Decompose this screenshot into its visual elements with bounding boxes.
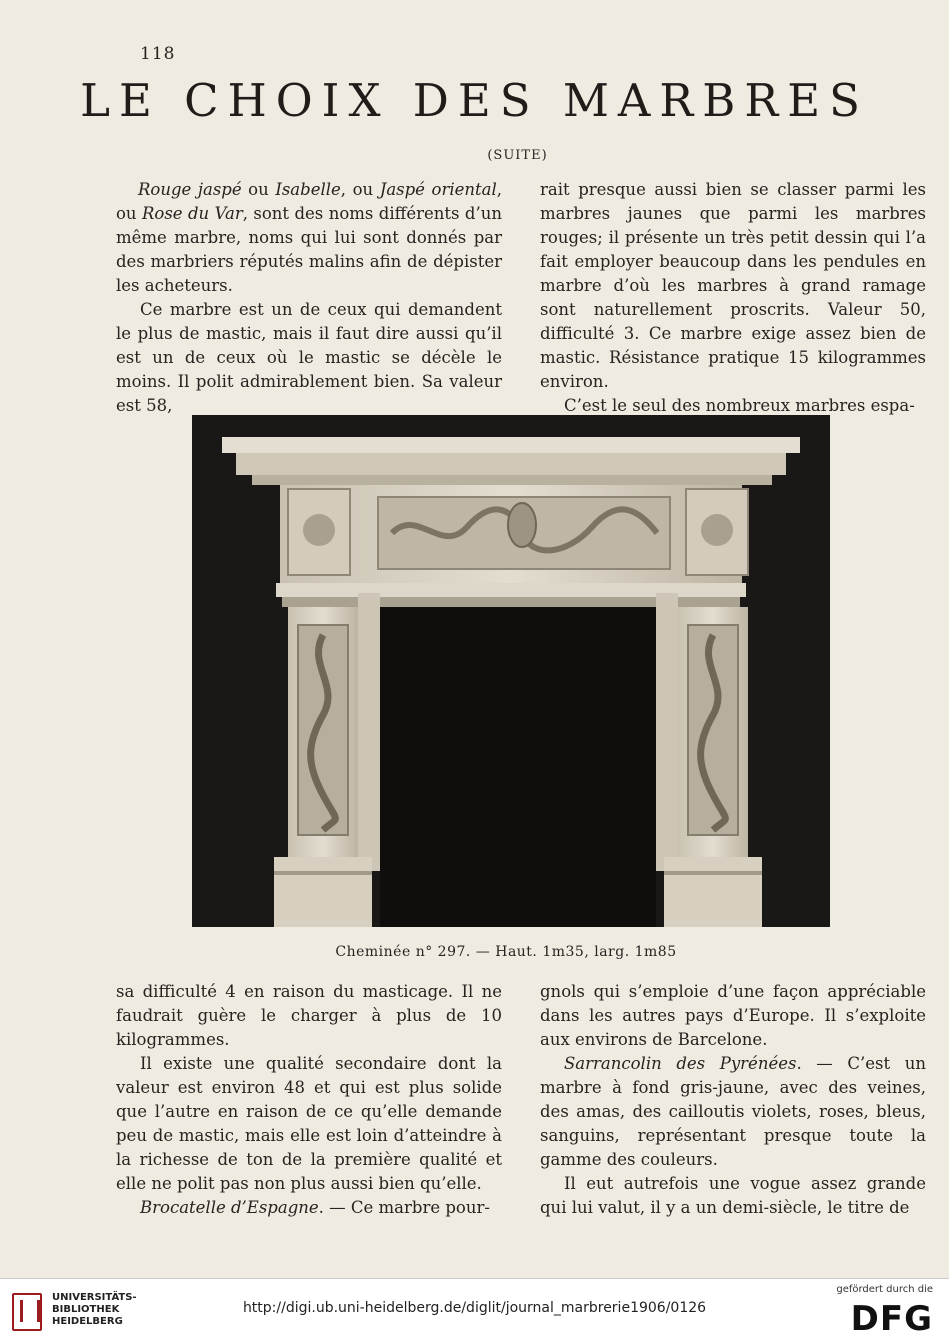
article-subtitle: (SUITE) [487,148,548,163]
digitization-footer [0,1278,949,1342]
column-bottom-right [540,980,926,1220]
text-run: Il existe une qualité secondaire dont la valeur est environ 48 et qui est plus solide que l’autre en raison de ce qu’elle demande peu de mastic, mais elle est loin d’atteindre à la richesse de ton de la première qualité et elle ne polit pas non plus aussi bien qu’elle. [116,1054,502,1193]
text-run: sa difficulté 4 en raison du masticage. Il ne faudrait guère le charger à plus de 10 kilogrammes. [116,982,502,1049]
paragraph [116,298,502,418]
italic-term: Sarrancolin des Pyrénées [564,1054,797,1073]
column-top-left [116,178,502,418]
text-run: , ou [116,180,502,223]
paragraph [540,1052,926,1172]
italic-term: Rouge jaspé [138,180,242,199]
text-run: Il eut autrefois une vogue assez grande qui lui valut, il y a un demi-siècle, le titre de [540,1174,926,1217]
fireplace-illustration [192,415,830,927]
text-run: rait presque aussi bien se classer parmi les marbres jaunes que parmi les marbres rouges; il présente un très petit dessin qui l’a fait employer beaucoup dans les pendules en marbre d’où les marbres à grand ramage sont naturellement proscrits. Valeur 50, difficulté 3. Ce marbre exige assez bien de mastic. Résistance pratique 15 kilogrammes environ. [540,180,926,391]
page-number: 118 [140,44,176,64]
paragraph [540,1172,926,1220]
text-run: ou [241,180,276,199]
figure-caption: Cheminée n° 297. — Haut. 1m35, larg. 1m85 [335,944,677,960]
paragraph [540,178,926,394]
column-bottom-left [116,980,502,1220]
fireplace-photo [192,415,830,927]
italic-term: Jaspé oriental [379,180,497,199]
paragraph [540,980,926,1052]
italic-term: Rose du Var [141,204,243,223]
library-name-line: UNIVERSITÄTS- [52,1292,137,1303]
paragraph [116,1052,502,1196]
text-run: gnols qui s’emploie d’une façon appréciable dans les autres pays d’Europe. Il s’exploite aux environs de Barcelone. [540,982,926,1049]
dfg-logo: DFG [850,1299,933,1339]
article-title: LE CHOIX DES MARBRES [80,74,869,127]
text-run: C’est le seul des nombreux marbres espa- [564,396,915,415]
text-run: , sont des noms différents d’un même marbre, noms qui lui sont donnés par des marbriers réputés malins afin de dépister les acheteurs. [116,204,502,295]
italic-term: Isabelle [275,180,341,199]
library-name-line: BIBLIOTHEK [52,1304,120,1315]
library-name-line: HEIDELBERG [52,1316,123,1327]
column-top-right [540,178,926,418]
text-run: , ou [340,180,380,199]
text-run: Ce marbre est un de ceux qui demandent le plus de mastic, mais il faut dire aussi qu’il est un de ceux où le mastic se décèle le moins. Il polit admirablement bien. Sa valeur est 58, [116,300,502,415]
text-run: . — C’est un marbre à fond gris-jaune, avec des veines, des amas, des cailloutis violets, roses, bleus, sanguins, représentant presque toute la gamme des couleurs. [540,1054,927,1169]
funded-by-label: gefördert durch die [836,1284,933,1295]
text-run: . — Ce marbre pour- [318,1198,490,1217]
paragraph [116,178,502,298]
source-url-link[interactable]: http://digi.ub.uni-heidelberg.de/diglit/journal_marbrerie1906/0126 [242,1300,707,1316]
paragraph [116,1196,502,1220]
italic-term: Brocatelle d’Espagne [140,1198,319,1217]
paragraph [116,980,502,1052]
